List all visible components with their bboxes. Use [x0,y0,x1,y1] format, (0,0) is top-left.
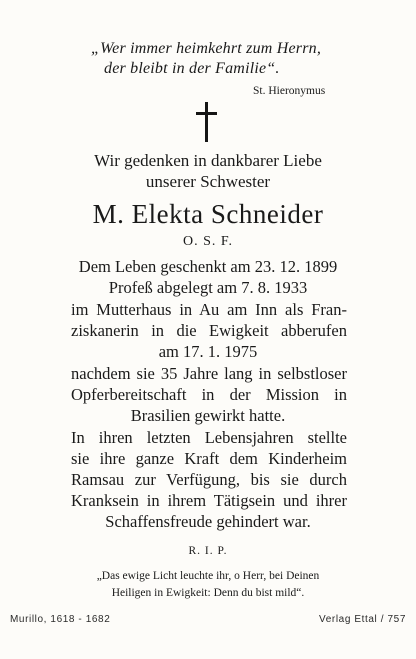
later-line-5: Schaffensfreude gehindert war. [105,512,311,531]
death-line-2: ziskanerin in die Ewigkeit abberufen [71,321,347,340]
mission-line-3: Brasilien gewirkt hatte. [130,406,286,425]
artist-credit: Murillo, 1618 - 1682 [10,614,111,625]
quote-line-2: der bleibt in der Familie“. [104,60,280,77]
religious-order: O. S. F. [182,234,234,249]
later-line-1: In ihren letzten Lebensjahren stellte [71,428,347,447]
quote-attribution: St. Hieronymus [253,85,326,97]
mission-line-1: nachdem sie 35 Jahre lang in selbstloser [71,364,347,383]
publisher-credit: Verlag Ettal / 757 [319,614,406,625]
later-line-4: Kranksein in ihrem Tätigsein und ihrer [71,491,347,510]
rip: R. I. P. [188,545,228,557]
death-line-3: am 17. 1. 1975 [158,342,258,361]
quote-line-1: „Wer immer heimkehrt zum Herrn, [91,40,322,57]
prayer-line-1: „Das ewige Licht leuchte ihr, o Herr, bei Deinen [96,570,320,582]
intro-line-1: Wir gedenken in dankbarer Liebe [94,151,322,170]
mission-line-2: Opferbereitschaft in der Mission in [71,385,347,404]
later-line-2: sie ihre ganze Kraft dem Kinderheim [71,449,347,468]
profession-date: Profeß abgelegt am 7. 8. 1933 [108,278,308,297]
deceased-name: M. Elekta Schneider [92,199,324,229]
death-line-1: im Mutterhaus in Au am Inn als Fran- [71,300,347,319]
later-line-3: Ramsau zur Verfügung, bis sie durch [71,470,347,489]
intro-line-2: unserer Schwester [145,172,271,191]
prayer-line-2: Heiligen in Ewigkeit: Denn du bist mild“. [111,587,305,599]
birth-date: Dem Leben geschenkt am 23. 12. 1899 [78,257,338,276]
